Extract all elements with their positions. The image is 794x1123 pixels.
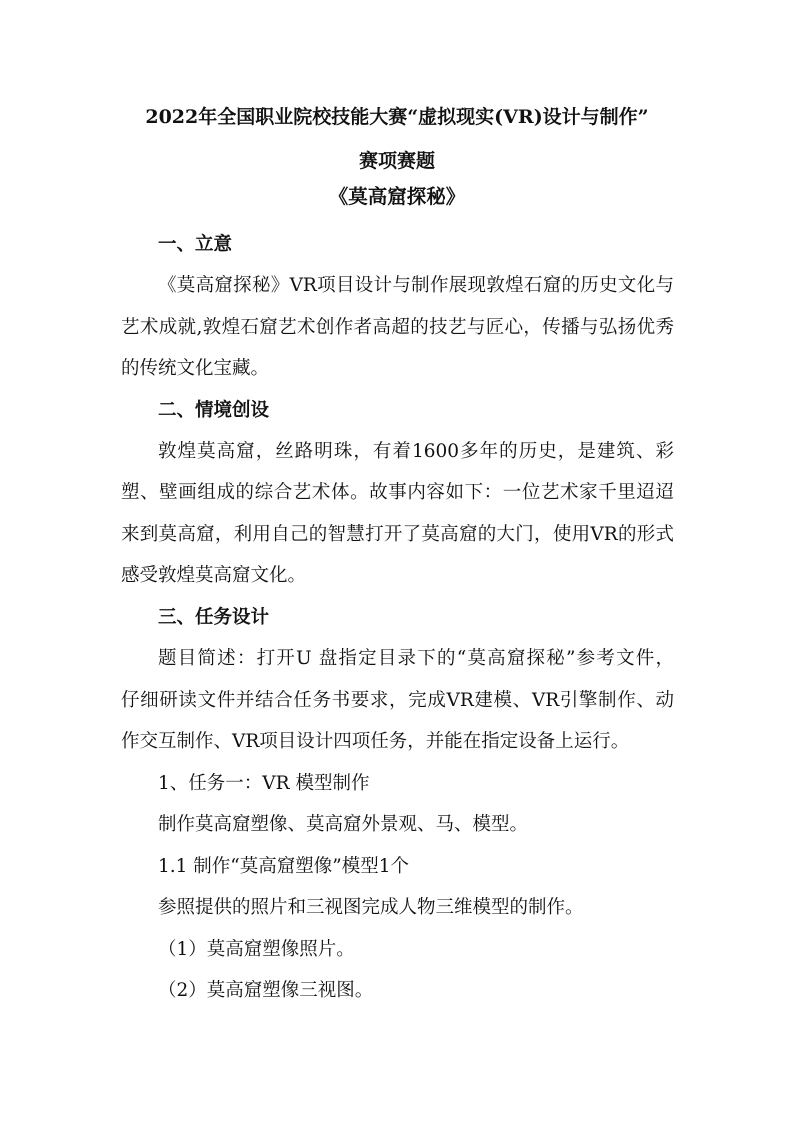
document-title-line2: 赛项赛题 [358, 150, 435, 172]
task1-1-description: 参照提供的照片和三视图完成人物三维模型的制作。 [158, 897, 584, 918]
task1-1-heading: 1.1 制作“莫高窟塑像”模型1个 [158, 856, 409, 877]
paragraph-line: 艺术成就,敦煌石窟艺术创作者高超的技艺与匠心，传播与弘扬优秀 [121, 317, 674, 338]
document-title-line1: 2022年全国职业院校技能大赛“虚拟现实(VR)设计与制作” [145, 106, 649, 128]
paragraph-line: 塑、壁画组成的综合艺术体。故事内容如下：一位艺术家千里迢迢 [121, 482, 674, 503]
paragraph-line: 《莫高窟探秘》VR项目设计与制作展现敦煌石窟的历史文化与 [158, 275, 674, 296]
list-item-2: （2）莫高窟塑像三视图。 [158, 980, 374, 1001]
paragraph-line: 敦煌莫高窟，丝路明珠，有着1600多年的历史，是建筑、彩 [158, 441, 674, 462]
document-title-project: 《莫高窟探秘》 [328, 185, 466, 208]
paragraph-line: 感受敦煌莫高窟文化。 [121, 565, 307, 586]
list-item-1: （1）莫高窟塑像照片。 [158, 939, 355, 960]
section-heading-2: 二、情境创设 [158, 400, 270, 421]
paragraph-line: 仔细研读文件并结合任务书要求，完成VR建模、VR引擎制作、动 [121, 690, 674, 711]
section-heading-3: 三、任务设计 [158, 607, 270, 628]
task1-heading: 1、任务一：VR 模型制作 [158, 773, 370, 794]
paragraph-line: 作交互制作、VR项目设计四项任务，并能在指定设备上运行。 [121, 731, 630, 752]
task1-description: 制作莫高窟塑像、莫高窟外景观、马、模型。 [158, 814, 529, 835]
section-heading-1: 一、立意 [158, 234, 233, 255]
paragraph-line: 题目简述：打开U 盘指定目录下的“莫高窟探秘”参考文件， [158, 648, 674, 669]
paragraph-line: 来到莫高窟，利用自己的智慧打开了莫高窟的大门，使用VR的形式 [121, 524, 674, 545]
paragraph-line: 的传统文化宝藏。 [121, 358, 270, 379]
